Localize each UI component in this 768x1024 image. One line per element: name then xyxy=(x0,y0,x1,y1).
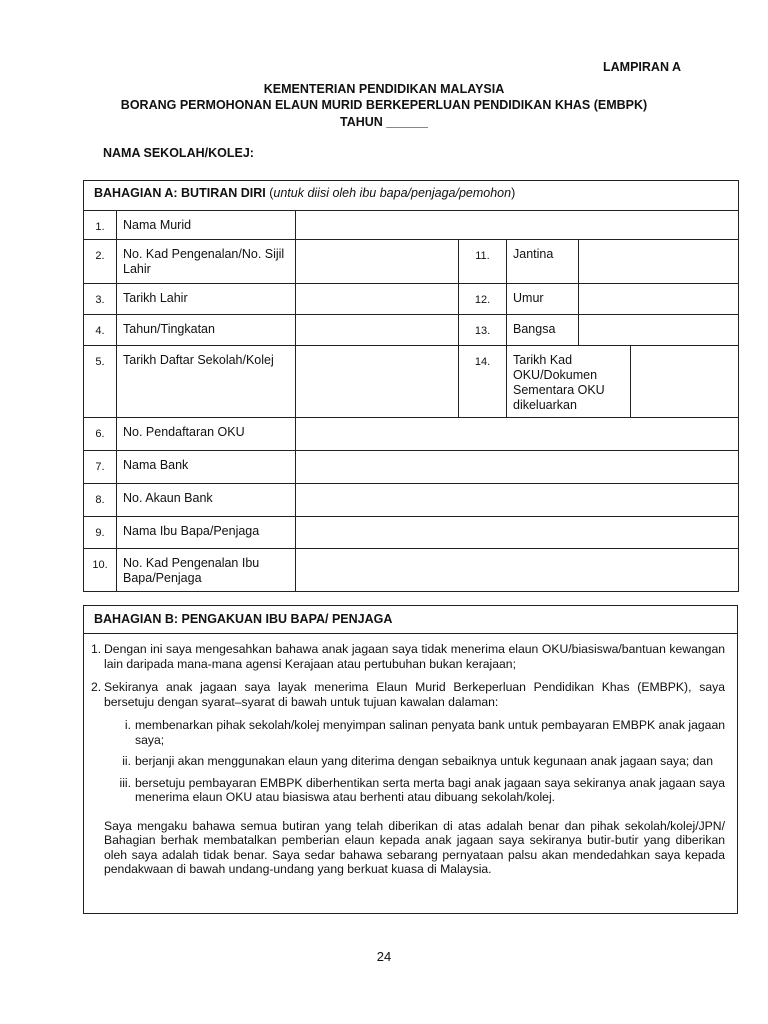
ministry-title: KEMENTERIAN PENDIDIKAN MALAYSIA xyxy=(263,82,505,96)
birth-date-field[interactable] xyxy=(296,284,459,315)
declaration-statement: Saya mengaku bahawa semua butiran yang telah diberikan di atas adalah benar dan pihak sekolah/kolej/JPN/ Bahagian berhak membatalkan pemberian elaun kepada anak jagaan saya sekiranya butir-butir yang diberikan oleh saya adalah tidak benar. Saya sedar bahawa sebarang pernyataan palsu akan mendedahkan saya kepada pendakwaan di bawah undang-undang yang berkuat kuasa di Malaysia. xyxy=(104,818,725,876)
row-number: 11. xyxy=(459,240,507,284)
row-number: 6. xyxy=(84,418,117,451)
year-form-field[interactable] xyxy=(296,315,459,346)
table-row xyxy=(84,418,739,451)
table-row xyxy=(84,284,739,315)
item-text: Sekiranya anak jagaan saya layak menerima Elaun Murid Berkeperluan Pendidikan Khas (EMBPK), saya bersetuju dengan syarat–syarat di bawah untuk tujuan kawalan dalaman: xyxy=(104,680,725,709)
row-number: 7. xyxy=(84,451,117,484)
declaration-item xyxy=(91,642,725,671)
field-label: Tarikh Daftar Sekolah/Kolej xyxy=(117,346,296,418)
field-label: Tarikh Lahir xyxy=(117,284,296,315)
table-row xyxy=(84,517,739,549)
table-row xyxy=(84,346,739,418)
age-field[interactable] xyxy=(579,284,739,315)
condition-item xyxy=(91,754,725,769)
ic-number-field[interactable] xyxy=(296,240,459,284)
item-marker: ii. xyxy=(122,754,131,768)
appendix-label: LAMPIRAN A xyxy=(603,60,682,74)
condition-item xyxy=(91,718,725,747)
student-name-field[interactable] xyxy=(296,211,739,240)
page-number: 24 xyxy=(376,949,392,964)
school-name-label: NAMA SEKOLAH/KOLEJ: xyxy=(103,146,254,160)
bank-account-field[interactable] xyxy=(296,484,739,517)
field-label: Tahun/Tingkatan xyxy=(117,315,296,346)
row-number: 14. xyxy=(459,346,507,418)
declaration-item xyxy=(91,680,725,709)
parent-ic-field[interactable] xyxy=(296,549,739,592)
section-a-title: BAHAGIAN A: BUTIRAN DIRI xyxy=(94,186,266,200)
item-marker: 1. xyxy=(91,642,102,656)
row-number: 12. xyxy=(459,284,507,315)
row-number: 10. xyxy=(84,549,117,592)
field-label: Umur xyxy=(507,284,579,315)
parent-name-field[interactable] xyxy=(296,517,739,549)
section-a-note-open: ( xyxy=(265,186,274,200)
item-text: berjanji akan menggunakan elaun yang diterima dengan sebaiknya untuk kegunaan anak jagaan saya; dan xyxy=(135,754,713,768)
section-a-note: untuk diisi oleh ibu bapa/penjaga/pemohon xyxy=(273,186,512,200)
item-marker: i. xyxy=(124,718,131,732)
item-marker: 2. xyxy=(91,680,102,694)
race-field[interactable] xyxy=(579,315,739,346)
form-title: BORANG PERMOHONAN ELAUN MURID BERKEPERLUAN PENDIDIKAN KHAS (EMBPK) xyxy=(120,98,648,112)
section-b-title: BAHAGIAN B: PENGAKUAN IBU BAPA/ PENJAGA xyxy=(84,606,737,634)
field-label: No. Pendaftaran OKU xyxy=(117,418,296,451)
item-text: bersetuju pembayaran EMBPK diberhentikan serta merta bagi anak jagaan saya sekiranya anak jagaan saya menerima elaun OKU atau biasiswa atau berhenti atau dibuang sekolah/kolej. xyxy=(135,775,725,804)
item-text: Dengan ini saya mengesahkan bahawa anak jagaan saya tidak menerima elaun OKU/biasiswa/bantuan kewangan lain daripada mana-mana agensi Kerajaan atau pertubuhan bukan kerajaan; xyxy=(104,642,725,671)
field-label: No. Akaun Bank xyxy=(117,484,296,517)
table-row xyxy=(84,451,739,484)
section-a-header xyxy=(84,181,739,211)
field-label: Jantina xyxy=(507,240,579,284)
registration-date-field[interactable] xyxy=(296,346,459,418)
field-label: Nama Murid xyxy=(117,211,296,240)
table-row xyxy=(84,211,739,240)
row-number: 8. xyxy=(84,484,117,517)
field-label: Bangsa xyxy=(507,315,579,346)
item-marker: iii. xyxy=(119,775,131,790)
year-field: TAHUN ______ xyxy=(339,115,428,129)
item-text: membenarkan pihak sekolah/kolej menyimpan salinan penyata bank untuk pembayaran EMBPK anak jagaan saya; xyxy=(135,718,725,747)
row-number: 4. xyxy=(84,315,117,346)
field-label: Tarikh Kad OKU/Dokumen Sementara OKU dikeluarkan xyxy=(507,346,631,418)
oku-card-date-field[interactable] xyxy=(631,346,739,418)
section-a-table xyxy=(83,180,739,592)
field-label: Nama Bank xyxy=(117,451,296,484)
row-number: 9. xyxy=(84,517,117,549)
field-label: No. Kad Pengenalan Ibu Bapa/Penjaga xyxy=(117,549,296,592)
row-number: 5. xyxy=(84,346,117,418)
bank-name-field[interactable] xyxy=(296,451,739,484)
table-row xyxy=(84,484,739,517)
table-row xyxy=(84,240,739,284)
table-row xyxy=(84,549,739,592)
row-number: 2. xyxy=(84,240,117,284)
row-number: 13. xyxy=(459,315,507,346)
row-number: 3. xyxy=(84,284,117,315)
condition-item xyxy=(91,776,725,805)
section-b-box xyxy=(83,605,738,914)
gender-field[interactable] xyxy=(579,240,739,284)
oku-registration-field[interactable] xyxy=(296,418,739,451)
table-row xyxy=(84,315,739,346)
field-label: Nama Ibu Bapa/Penjaga xyxy=(117,517,296,549)
field-label: No. Kad Pengenalan/No. Sijil Lahir xyxy=(117,240,296,284)
section-b-body xyxy=(84,634,737,877)
row-number: 1. xyxy=(84,211,117,240)
section-a-note-close: ) xyxy=(511,186,516,200)
